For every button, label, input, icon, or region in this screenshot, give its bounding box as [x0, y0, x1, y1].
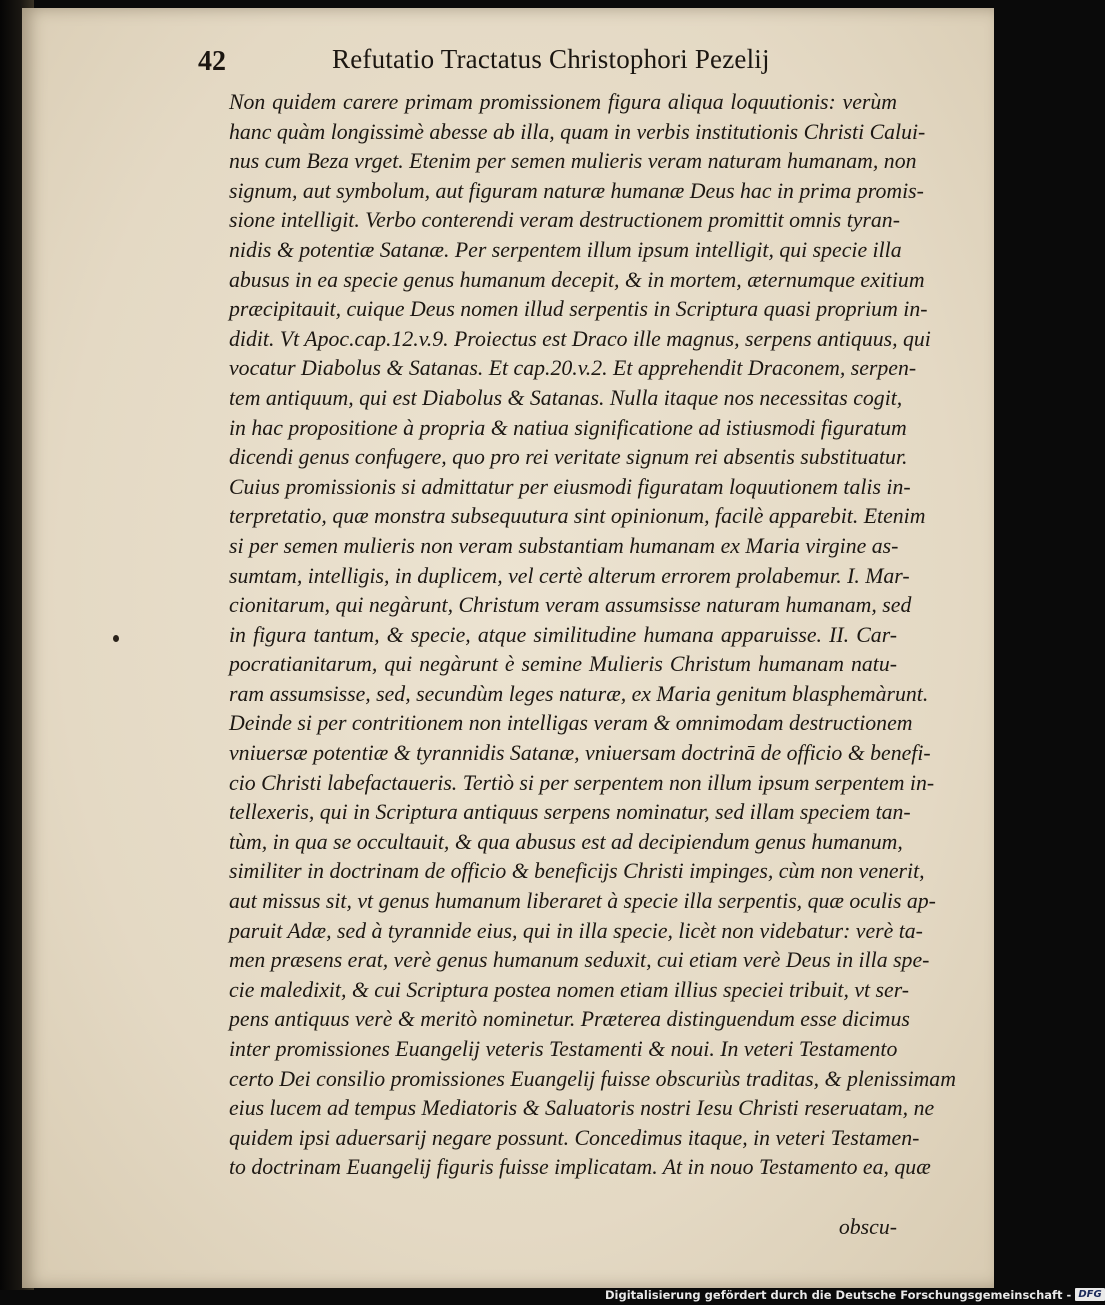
text-line: sione intelligit. Verbo conterendi veram destructionem promittit omnis tyran- [229, 208, 900, 233]
catchword: obscu- [838, 1214, 897, 1239]
text-line: tem antiquum, qui est Diabolus & Satanas. Nulla itaque nos necessitas cogit, [229, 385, 903, 410]
text-line: didit. Vt Apoc.cap.12.v.9. Proiectus est Draco ille magnus, serpens antiquus, qui [229, 326, 931, 351]
footer-credit: Digitalisierung gefördert durch die Deutsche Forschungsgemeinschaft - [605, 1287, 1072, 1302]
page-header [198, 44, 798, 78]
digitization-footer [605, 1284, 1102, 1305]
ink-speck [113, 635, 119, 642]
text-line: quidem ipsi aduersarij negare possunt. Concedimus itaque, in veteri Testamen- [229, 1125, 920, 1150]
text-line: to doctrinam Euangelij figuris fuisse implicatam. At in nouo Testamento ea, quæ [229, 1155, 931, 1180]
text-line: in figura tantum, & specie, atque similitudine humana apparuisse. II. Car- [229, 622, 897, 647]
text-line: Cuius promissionis si admittatur per eiusmodi figuratam loquutionem talis in- [229, 474, 911, 499]
text-line: pocratianitarum, qui negàrunt è semine Mulieris Christum humanam natu- [229, 652, 897, 677]
text-line: nidis & potentiæ Satanæ. Per serpentem illum ipsum intelligit, qui specie illa [229, 237, 902, 262]
text-line: in hac propositione à propria & natiua significatione ad istiusmodi figuratum [229, 415, 907, 440]
text-line: hanc quàm longissimè abesse ab illa, quam in verbis institutionis Christi Calui- [229, 119, 926, 144]
text-line: signum, aut symbolum, aut figuram naturæ humanæ Deus hac in prima promis- [229, 178, 924, 203]
text-line: cio Christi labefactaueris. Tertiò si per serpentem non illum ipsum serpentem in- [229, 770, 935, 795]
text-line: si per semen mulieris non veram substantiam humanam ex Maria virgine as- [229, 533, 899, 558]
text-line: dicendi genus confugere, quo pro rei veritate signum rei absentis substituatur. [229, 445, 908, 470]
text-line: cionitarum, qui negàrunt, Christum veram assumsisse naturam humanam, sed [229, 593, 912, 618]
text-line: similiter in doctrinam de officio & beneficijs Christi impinges, cùm non venerit, [229, 859, 925, 884]
text-line: vocatur Diabolus & Satanas. Et cap.20.v.2. Et apprehendit Draconem, serpen- [229, 356, 917, 381]
running-head: Refutatio Tractatus Christophori Pezelij [332, 44, 770, 74]
text-line: tùm, in qua se occultauit, & qua abusus est ad decipiendum genus humanum, [229, 829, 903, 854]
text-line: terpretatio, quæ monstra subsequutura sint opinionum, facilè apparebit. Etenim [229, 504, 926, 529]
text-line: præcipitauit, cuique Deus nomen illud serpentis in Scriptura quasi proprium in- [229, 297, 928, 322]
text-line: sumtam, intelligis, in duplicem, vel certè alterum errorem prolabemur. I. Mar- [229, 563, 910, 588]
text-line: men præsens erat, verè genus humanum seduxit, cui etiam verè Deus in illa spe- [229, 948, 930, 973]
text-line: cie maledixit, & cui Scriptura postea nomen etiam illius speciei tribuit, vt ser- [229, 977, 909, 1002]
text-line: inter promissiones Euangelij veteris Testamenti & noui. In veteri Testamento [229, 1037, 898, 1061]
dfg-logo: DFG [1075, 1288, 1104, 1301]
text-line: vniuersæ potentiæ & tyrannidis Satanæ, vniuersam doctrinā de officio & benefi- [229, 741, 931, 766]
text-line [229, 1183, 897, 1213]
text-line: Deinde si per contritionem non intelligas veram & omnimodam destructionem [229, 711, 913, 736]
text-line: aut missus sit, vt genus humanum liberaret à specie illa serpentis, quæ oculis ap- [229, 889, 936, 914]
page-number: 42 [198, 46, 226, 77]
text-line: tellexeris, qui in Scriptura antiquus serpens nominatur, sed illam speciem tan- [229, 800, 911, 825]
text-line: abusus in ea specie genus humanum decepit, & in mortem, æternumque exitium [229, 267, 925, 292]
text-line: eius lucem ad tempus Mediatoris & Saluatoris nostri Iesu Christi reseruatam, ne [229, 1096, 935, 1121]
body-text [229, 88, 956, 1242]
text-line: ram assumsisse, sed, secundùm leges naturæ, ex Maria genitum blasphemàrunt. [229, 681, 929, 706]
text-line: paruit Adæ, sed à tyrannide eius, qui in illa specie, licèt non videbatur: verè ta- [229, 918, 923, 943]
text-line: pens antiquus verè & meritò nominetur. Præterea distinguendum esse dicimus [229, 1007, 910, 1032]
text-line: certo Dei consilio promissiones Euangelij fuisse obscuriùs traditas, & plenissimam [229, 1066, 956, 1091]
text-line: Non quidem carere primam promissionem figura aliqua loquutionis: verùm [229, 90, 897, 114]
text-line: nus cum Beza vrget. Etenim per semen mulieris veram naturam humanam, non [229, 149, 917, 174]
